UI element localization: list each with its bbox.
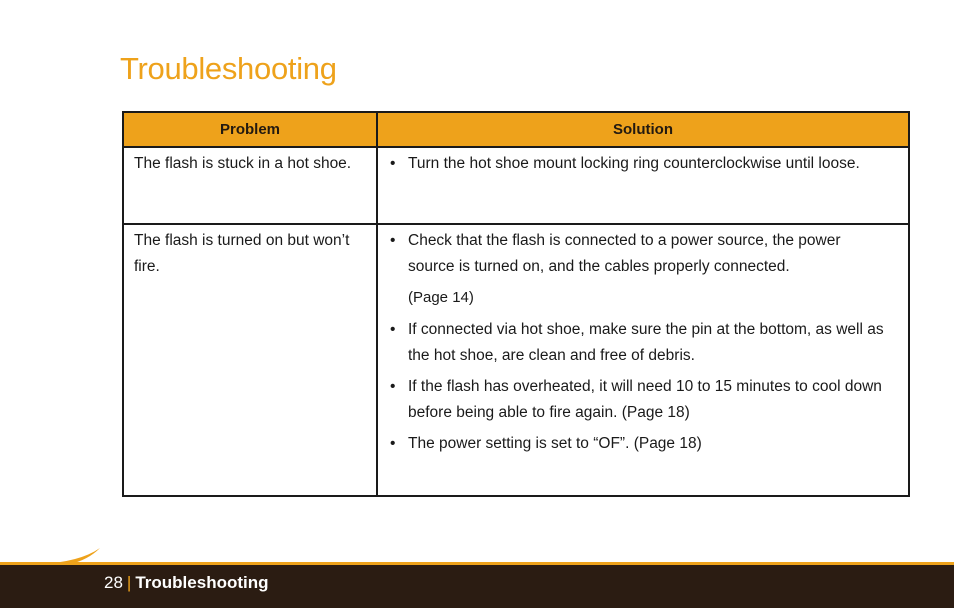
footer-separator: | [126, 573, 132, 592]
solution-item [390, 228, 890, 280]
solution-text: The power setting is set to “OF”. (Page 18) [408, 435, 702, 452]
solution-item [390, 431, 890, 457]
solution-text: If the flash has overheated, it will need 10 to 15 minutes to cool down before being able to fire again. (Page 18) [408, 378, 882, 421]
footer-page-number: 28 [104, 573, 123, 592]
header-solution: Solution [377, 112, 909, 147]
page-title: Troubleshooting [120, 50, 337, 86]
solution-item [390, 151, 890, 177]
bullet-icon: • [390, 435, 396, 452]
bullet-icon: • [390, 155, 396, 172]
problem-text: The flash is stuck in a hot shoe. [134, 155, 352, 172]
page-reference-note: (Page 14) [408, 289, 474, 306]
problem-cell [123, 224, 377, 496]
solution-item [390, 317, 890, 369]
table-row [123, 147, 909, 224]
bullet-icon: • [390, 232, 396, 249]
bullet-icon: • [390, 321, 396, 338]
troubleshooting-table [122, 111, 910, 497]
footer-section-title: Troubleshooting [135, 573, 269, 592]
swoosh-decoration-icon [40, 548, 104, 570]
table-header-row [123, 112, 909, 147]
solution-cell [377, 147, 909, 224]
table-row [123, 224, 909, 496]
solution-cell [377, 224, 909, 496]
solution-list [378, 148, 908, 177]
solution-text: If connected via hot shoe, make sure the pin at the bottom, as well as the hot shoe, are clean and free of debris. [408, 321, 884, 364]
footer [104, 573, 269, 593]
header-problem: Problem [123, 112, 377, 147]
solution-list [378, 225, 908, 457]
solution-text: Turn the hot shoe mount locking ring counterclockwise until loose. [408, 155, 860, 172]
problem-text: The flash is turned on but won’t fire. [134, 232, 350, 275]
bullet-icon: • [390, 378, 396, 395]
problem-cell [123, 147, 377, 224]
solution-text: Check that the flash is connected to a power source, the power source is turned on, and the cables properly connected. [408, 232, 841, 275]
solution-item [390, 374, 890, 426]
